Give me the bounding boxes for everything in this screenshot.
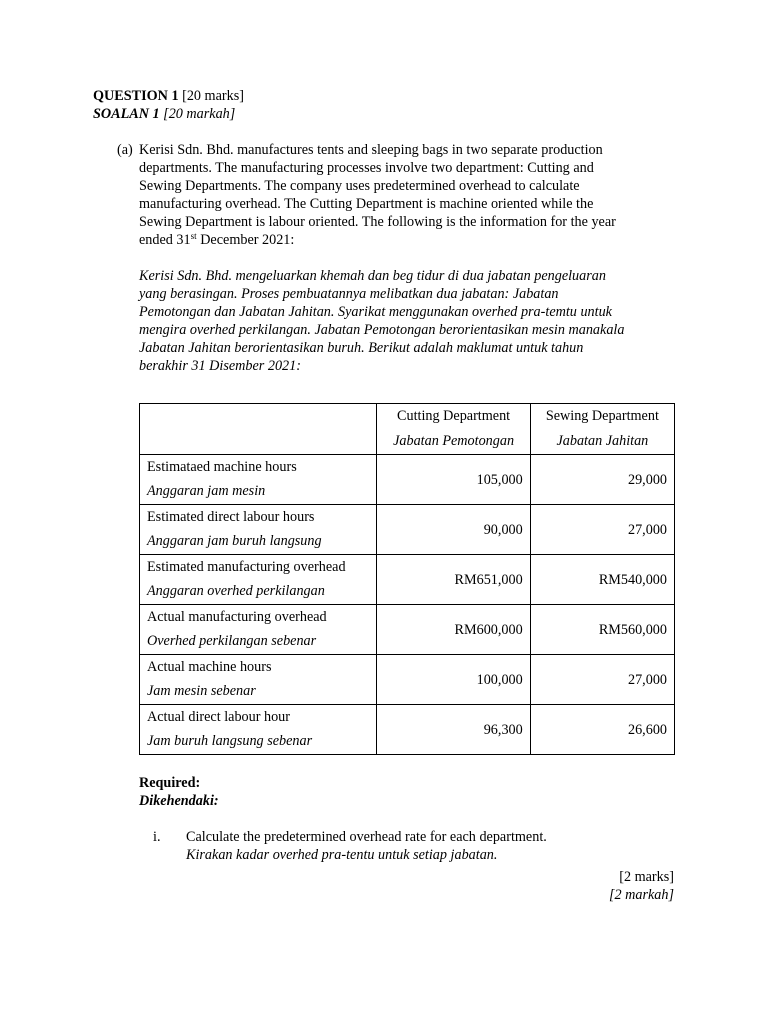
row-label-malay: Anggaran jam buruh langsung	[147, 533, 322, 549]
row-label-english: Estimated direct labour hours	[147, 509, 315, 525]
question-heading-malay	[93, 105, 235, 123]
row-label-malay: Overhed perkilangan sebenar	[147, 633, 317, 649]
sewing-value: RM560,000	[530, 605, 674, 655]
question-heading	[93, 87, 244, 105]
paragraph-line: Sewing Departments. The company uses predetermined overhead to calculate	[139, 178, 580, 194]
table-row	[140, 555, 675, 605]
table-header-row	[140, 404, 675, 455]
paragraph-line: manufacturing overhead. The Cutting Department is machine oriented while the	[139, 196, 594, 212]
question-marks: [20 marks]	[182, 88, 244, 104]
row-label-english: Actual manufacturing overhead	[147, 609, 327, 625]
row-label-malay: Jam mesin sebenar	[147, 683, 256, 699]
sewing-value: RM540,000	[530, 555, 674, 605]
row-label	[140, 505, 377, 555]
sewing-value: 29,000	[530, 455, 674, 505]
cutting-value: RM600,000	[377, 605, 530, 655]
header-malay: Jabatan Pemotongan	[393, 433, 515, 449]
paragraph-line: mengira overhed perkilangan. Jabatan Pemotongan berorientasikan mesin manakala	[139, 322, 625, 338]
paragraph-line: berakhir 31 Disember 2021:	[139, 358, 301, 374]
table-row	[140, 455, 675, 505]
cutting-value: RM651,000	[377, 555, 530, 605]
table-header-sewing	[530, 404, 674, 455]
row-label	[140, 655, 377, 705]
row-label-english: Estimated manufacturing overhead	[147, 559, 346, 575]
paragraph-text: December 2021:	[196, 232, 295, 248]
sewing-value: 27,000	[530, 655, 674, 705]
cutting-value: 105,000	[377, 455, 530, 505]
sewing-value: 27,000	[530, 505, 674, 555]
malay-paragraph	[139, 267, 679, 375]
row-label-english: Actual machine hours	[147, 659, 272, 675]
english-paragraph	[139, 141, 679, 249]
row-label-malay: Jam buruh langsung sebenar	[147, 733, 313, 749]
row-label-malay: Anggaran jam mesin	[147, 483, 266, 499]
row-label	[140, 555, 377, 605]
row-label	[140, 455, 377, 505]
overhead-data-table	[139, 403, 675, 755]
cutting-value: 96,300	[377, 705, 530, 755]
table-row	[140, 505, 675, 555]
ordinal-suffix: st	[190, 231, 197, 241]
sewing-value: 26,600	[530, 705, 674, 755]
item-marks-malay: [2 markah]	[608, 887, 674, 903]
part-label: (a)	[117, 142, 133, 158]
table-row	[140, 705, 675, 755]
paragraph-text: ended 31	[139, 232, 191, 248]
header-english: Sewing Department	[545, 408, 659, 424]
question-title-malay: SOALAN 1	[93, 106, 160, 122]
paragraph-line: Jabatan Jahitan berorientasikan buruh. Berikut adalah maklumat untuk tahun	[139, 340, 584, 356]
item-marks: [2 marks]	[619, 869, 674, 885]
paragraph-line: Kerisi Sdn. Bhd. mengeluarkan khemah dan beg tidur di dua jabatan pengeluaran	[139, 268, 606, 284]
table-header-cutting	[377, 404, 530, 455]
item-number: i.	[153, 829, 161, 845]
paragraph-line: yang berasingan. Proses pembuatannya melibatkan dua jabatan: Jabatan	[139, 286, 559, 302]
row-label	[140, 605, 377, 655]
required-heading: Required:	[139, 775, 201, 791]
item-text-malay: Kirakan kadar overhed pra-tentu untuk setiap jabatan.	[186, 847, 498, 863]
header-english: Cutting Department	[397, 408, 511, 424]
cutting-value: 100,000	[377, 655, 530, 705]
table-header-empty	[140, 404, 377, 455]
table-row	[140, 655, 675, 705]
paragraph-line: Kerisi Sdn. Bhd. manufactures tents and sleeping bags in two separate production	[139, 142, 603, 158]
row-label-english: Estimataed machine hours	[147, 459, 297, 475]
paragraph-line: departments. The manufacturing processes involve two department: Cutting and	[139, 160, 594, 176]
paragraph-line-last	[139, 231, 679, 249]
cutting-value: 90,000	[377, 505, 530, 555]
table-row	[140, 605, 675, 655]
question-title: QUESTION 1	[93, 88, 179, 104]
item-text: Calculate the predetermined overhead rate for each department.	[186, 829, 547, 845]
header-malay: Jabatan Jahitan	[556, 433, 649, 449]
paragraph-line: Pemotongan dan Jabatan Jahitan. Syarikat menggunakan overhed pra-temtu untuk	[139, 304, 612, 320]
row-label-malay: Anggaran overhed perkilangan	[147, 583, 325, 599]
paragraph-line: Sewing Department is labour oriented. The following is the information for the year	[139, 214, 616, 230]
question-marks-malay: [20 markah]	[163, 106, 236, 122]
row-label	[140, 705, 377, 755]
row-label-english: Actual direct labour hour	[147, 709, 291, 725]
required-heading-malay: Dikehendaki:	[139, 793, 219, 809]
